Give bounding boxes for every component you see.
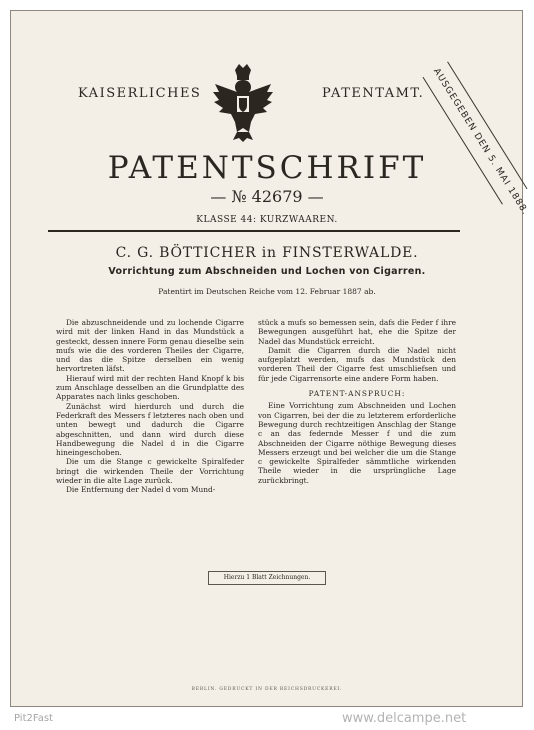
header-right: PATENTAMT.	[322, 86, 425, 101]
invention-title: Vorrichtung zum Abschneiden und Lochen von Cigarren.	[108, 266, 426, 277]
paragraph: Damit die Cigarren durch die Nadel nicht aufgeplatzt werden, mufs das Mundstück den vorderen Theil der Cigarre fest umschliefsen und für jede Cigarrensorte eine andere Form haben.	[258, 345, 456, 383]
paragraph: Die um die Stange c gewickelte Spiralfeder bringt die wirkenden Theile der Vorrichtung wieder in die alte Lage zurück.	[56, 457, 244, 486]
text-column-right	[258, 318, 456, 485]
document-title: PATENTSCHRIFT	[107, 150, 427, 186]
divider-rule	[48, 230, 460, 232]
text-column-left	[56, 318, 244, 495]
inventor: C. G. BÖTTICHER in FINSTERWALDE.	[115, 245, 419, 261]
paragraph: Die Entfernung der Nadel d vom Mund-	[66, 485, 216, 495]
patent-date: Patentirt im Deutschen Reiche vom 12. Februar 1887 ab.	[158, 287, 376, 296]
paragraph: Die abzuschneidende und zu lochende Cigarre wird mit der linken Hand in das Mundstück a gesteckt, dessen innere Form genau dieselbe sein mufs wie die des vorderen Theiles der Cigarre, und das die Spitze derselben ein wenig hervortreten läfst.	[56, 318, 244, 374]
claim-heading: PATENT-ANSPRUCH:	[308, 389, 406, 399]
patent-class: KLASSE 44: KURZWAAREN.	[196, 215, 338, 225]
paragraph: Zunächst wird hierdurch und durch die Federkraft des Messers f letzteres nach oben und unten bewegt und dadurch die Cigarre abgeschnitten, und dann wird durch diese Handbewegung die Nadel d in die Cigarre hineingeschoben.	[56, 401, 244, 458]
header-left: KAISERLICHES	[78, 86, 202, 101]
patent-number: — № 42679 —	[210, 187, 324, 206]
imperial-eagle-icon	[211, 62, 275, 144]
claim-text: Eine Vorrichtung zum Abschneiden und Lochen von Cigarren, bei der die zu letzterem erforderliche Bewegung durch rechtzeitigen Anschlag der Stange c an das federnde Messer f und die zum Abschneiden der Cigarre nöthige Bewegung dieses Messers erzeugt und bei welcher die um die Stange c gewickelte Spiralfeder sämmtliche wirkenden Theile wieder in die ursprüngliche Lage zurückbringt.	[258, 401, 456, 485]
paragraph: stück a mufs so bemessen sein, dafs die Feder f ihre Bewegungen ausgeführt hat, ehe die Spitze der Nadel das Mundstück erreicht.	[258, 318, 456, 346]
issue-date-stamp: AUSGEGEBEN DEN 5. MAI 1888.	[423, 61, 528, 204]
paragraph: Hierauf wird mit der rechten Hand Knopf k bis zum Anschlage desselben an die Grundplatte des Apparates nach links geschoben.	[56, 373, 244, 402]
drawings-note: Hierzu 1 Blatt Zeichnungen.	[208, 571, 326, 585]
printer-footer: BERLIN. GEDRUCKT IN DER REICHSDRUCKEREI.	[191, 687, 343, 692]
watermark-site: www.delcampe.net	[342, 711, 467, 726]
watermark-seller: Pit2Fast	[14, 713, 53, 724]
